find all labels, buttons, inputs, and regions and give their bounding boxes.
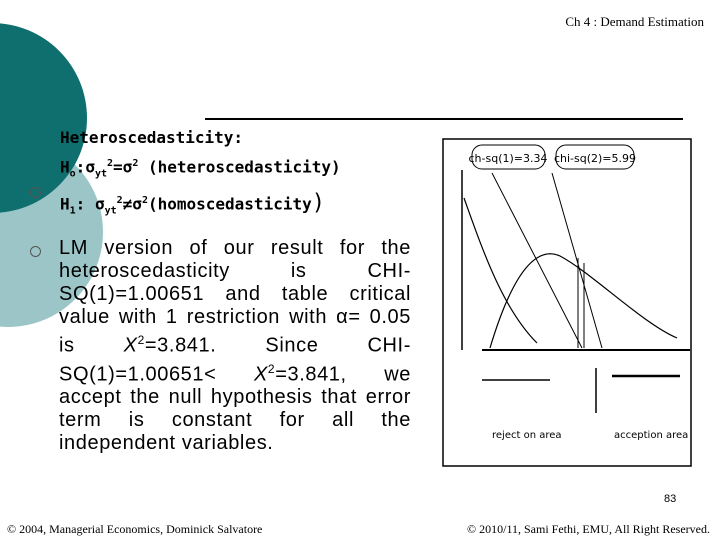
- alternative-hypothesis: $H_1$: $\sigma_{yt}^2\ne\sigma^2(homoscedasticity)$: [60, 189, 325, 217]
- null-hypothesis: $H_o:\sigma_{yt}^2=\sigma^2$ (heteroscedasticity): [60, 157, 341, 180]
- lm-result-paragraph: LM version of our result for the heteroscedasticity is CHI-SQ(1)=1.00651 and table critical value with 1 restriction with α= 0.05 is $X^2=3.841$. Since $CHI-SQ(1)=1.00651< X^2=3.841$, we accept the null hypothesis that error term is constant for all the independent variables.: [59, 237, 411, 455]
- chi-sq-2-label: chi-sq(2)=5.99: [553, 152, 637, 165]
- footer-right-copyright: © 2010/11, Sami Fethi, EMU, All Right Reserved.: [467, 522, 710, 536]
- bullet-icon: [30, 187, 41, 198]
- chi-sq-1-curve: [464, 198, 537, 343]
- hypotheses-title: Heteroscedasticity:: [60, 128, 244, 147]
- page-number: 83: [664, 493, 677, 505]
- chi-square-sketch: [442, 138, 698, 468]
- title-rule: [205, 118, 683, 120]
- accept-area-label: acception area: [614, 430, 689, 441]
- critical-slant-2: [552, 173, 602, 348]
- hypotheses-block: [60, 125, 341, 224]
- reject-area-label: reject on area: [492, 430, 562, 441]
- figure-frame: [443, 139, 691, 466]
- footer-left-copyright: © 2004, Managerial Economics, Dominick Salvatore: [7, 522, 263, 536]
- bullet-icon: [30, 246, 41, 257]
- chi-square-distribution-figure: [442, 138, 698, 468]
- chi-sq-1-label: ch-sq(1)=3.34: [468, 152, 548, 165]
- chapter-header: Ch 4 : Demand Estimation: [565, 14, 704, 29]
